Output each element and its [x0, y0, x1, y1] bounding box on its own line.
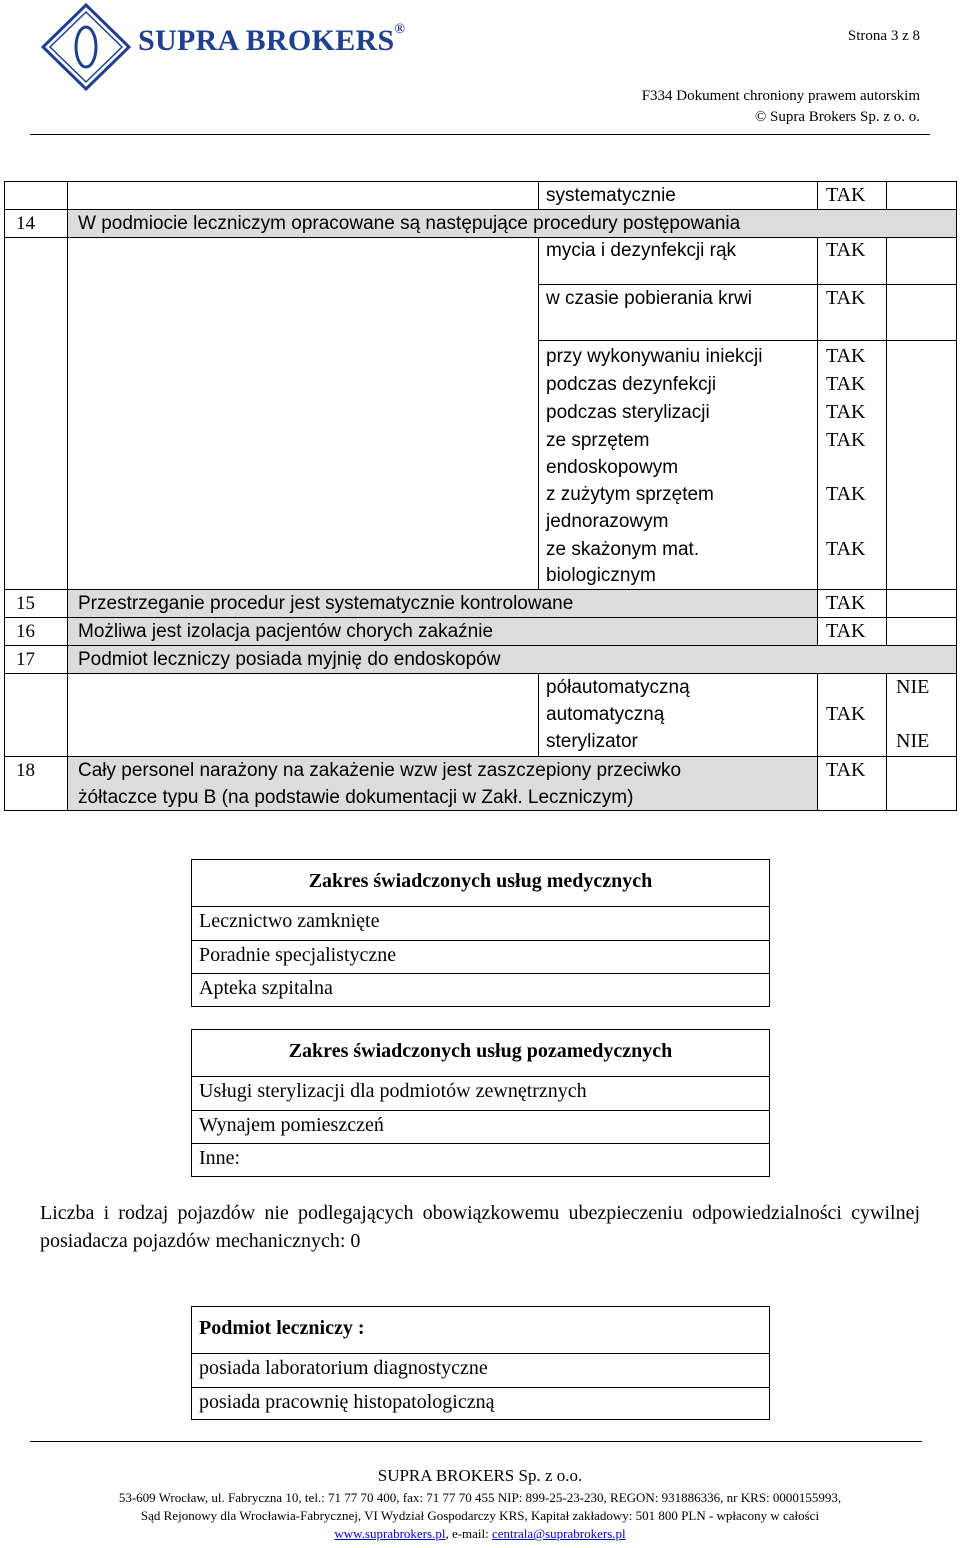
- col-sub-divider: [538, 673, 539, 756]
- procedure-item: ze sprzętem: [546, 430, 650, 451]
- table-right-border: [956, 181, 957, 810]
- answer-tak: TAK: [826, 538, 866, 560]
- medical-services-box: [191, 859, 770, 1007]
- row-line: [4, 181, 957, 182]
- answer-tak: TAK: [826, 592, 866, 614]
- col-number-divider: [67, 181, 68, 810]
- answer-tak: TAK: [826, 759, 866, 781]
- col-tak-divider: [817, 237, 818, 645]
- email-label: , e-mail:: [445, 1526, 493, 1541]
- lab-box: [191, 1306, 770, 1420]
- box-row-divider: [192, 1110, 769, 1111]
- supra-brokers-logo-icon: [40, 2, 132, 92]
- row-line: [538, 340, 957, 341]
- nonmedical-services-title: Zakres świadczonych usług pozamedycznych: [288, 1040, 673, 1062]
- col-sub-divider: [538, 181, 539, 209]
- footer-contact: [0, 1526, 960, 1542]
- procedure-item-cont: biologicznym: [546, 565, 656, 586]
- col-nie-divider: [886, 673, 887, 810]
- answer-nie: NIE: [896, 730, 930, 752]
- answer-tak: TAK: [826, 184, 866, 206]
- procedure-item: podczas sterylizacji: [546, 402, 710, 423]
- washer-option: półautomatyczną: [546, 677, 690, 698]
- row-18-question-cont: żółtaczce typu B (na podstawie dokumentacji w Zakł. Leczniczym): [78, 787, 634, 808]
- vehicles-paragraph: Liczba i rodzaj pojazdów nie podlegających obowiązkowemu ubezpieczeniu odpowiedzialności cywilnej posiadacza pojazdów mechanicznych: 0: [40, 1202, 920, 1252]
- procedure-item: z zużytym sprzętem: [546, 484, 714, 505]
- footer-court: Sąd Rejonowy dla Wrocławia-Fabrycznej, VI Wydział Gospodarczy KRS, Kapitał zakładowy: 501 800 PLN - wpłacony w całości: [140, 1508, 820, 1523]
- col-tak-divider: [817, 673, 818, 810]
- box-row-divider: [192, 1387, 769, 1388]
- brand-name: SUPRA BROKERS®: [138, 22, 406, 57]
- procedure-item: w czasie pobierania krwi: [546, 288, 752, 309]
- col-sub-divider: [538, 237, 539, 589]
- answer-tak: TAK: [826, 287, 866, 309]
- registered-mark: ®: [394, 22, 406, 37]
- email-link[interactable]: centrala@suprabrokers.pl: [492, 1526, 626, 1541]
- row-16-question: Możliwa jest izolacja pacjentów chorych zakaźnie: [78, 621, 494, 642]
- footer-divider: [30, 1441, 922, 1442]
- row-number: 15: [16, 593, 35, 614]
- row-number: 14: [16, 213, 35, 234]
- box-row-divider: [192, 973, 769, 974]
- answer-tak: TAK: [826, 345, 866, 367]
- lab-box-title: Podmiot leczniczy :: [199, 1317, 365, 1339]
- procedure-item-cont: endoskopowym: [546, 457, 679, 478]
- box-row-divider: [192, 1143, 769, 1144]
- copyright-note: © Supra Brokers Sp. z o. o.: [754, 109, 920, 125]
- document-protection-note: F334 Dokument chroniony prawem autorskim: [641, 88, 920, 104]
- row-number: 18: [16, 760, 35, 781]
- row-number: 16: [16, 621, 35, 642]
- row-17-question: Podmiot leczniczy posiada myjnię do endoskopów: [78, 649, 501, 670]
- nonmedical-service-item: Wynajem pomieszczeń: [199, 1114, 384, 1136]
- answer-tak: TAK: [826, 239, 866, 261]
- col-nie-divider: [886, 181, 887, 209]
- website-link[interactable]: www.suprabrokers.pl: [334, 1526, 446, 1541]
- answer-nie: NIE: [896, 676, 930, 698]
- washer-option: automatyczną: [546, 704, 665, 725]
- header-divider: [30, 134, 930, 135]
- answer-tak: TAK: [826, 483, 866, 505]
- table-left-border: [4, 181, 5, 810]
- medical-service-item: Lecznictwo zamknięte: [199, 910, 380, 932]
- washer-option: sterylizator: [546, 731, 638, 752]
- box-row-divider: [192, 940, 769, 941]
- footer-company: SUPRA BROKERS Sp. z o.o.: [377, 1466, 583, 1485]
- answer-tak: TAK: [826, 401, 866, 423]
- procedure-item: ze skażonym mat.: [546, 539, 700, 560]
- nonmedical-services-box: [191, 1029, 770, 1177]
- answer-tak: TAK: [826, 373, 866, 395]
- procedure-item: przy wykonywaniu iniekcji: [546, 346, 763, 367]
- row-14-question: W podmiocie leczniczym opracowane są następujące procedury postępowania: [78, 213, 741, 234]
- lab-item: posiada laboratorium diagnostyczne: [199, 1357, 488, 1379]
- row-line: [4, 673, 957, 674]
- row-line: [4, 237, 957, 238]
- medical-services-title: Zakres świadczonych usług medycznych: [308, 870, 653, 892]
- medical-service-item: Apteka szpitalna: [199, 977, 333, 999]
- answer-tak: TAK: [826, 429, 866, 451]
- nonmedical-service-item: Usługi sterylizacji dla podmiotów zewnętrznych: [199, 1080, 587, 1102]
- procedure-item-cont: jednorazowym: [546, 511, 669, 532]
- answer-tak: TAK: [826, 703, 866, 725]
- nonmedical-service-item: Inne:: [199, 1147, 241, 1169]
- row-number: 17: [16, 649, 35, 670]
- row-15-question: Przestrzeganie procedur jest systematycznie kontrolowane: [78, 593, 574, 614]
- lab-item: posiada pracownię histopatologiczną: [199, 1391, 495, 1413]
- page-number: Strona 3 z 8: [847, 28, 920, 44]
- sub-systematycznie: systematycznie: [546, 185, 676, 206]
- answer-tak: TAK: [826, 620, 866, 642]
- col-tak-divider: [817, 181, 818, 209]
- medical-service-item: Poradnie specjalistyczne: [199, 944, 397, 966]
- procedure-item: mycia i dezynfekcji rąk: [546, 240, 737, 261]
- row-18-question: Cały personel narażony na zakażenie wzw jest zaszczepiony przeciwko: [78, 760, 682, 781]
- col-nie-divider: [886, 237, 887, 645]
- procedure-item: podczas dezynfekcji: [546, 374, 717, 395]
- footer-address: 53-609 Wrocław, ul. Fabryczna 10, tel.: 71 77 70 400, fax: 71 77 70 455 NIP: 899-25-23-230, REGON: 931886336, nr KRS: 0000155993,: [118, 1490, 842, 1505]
